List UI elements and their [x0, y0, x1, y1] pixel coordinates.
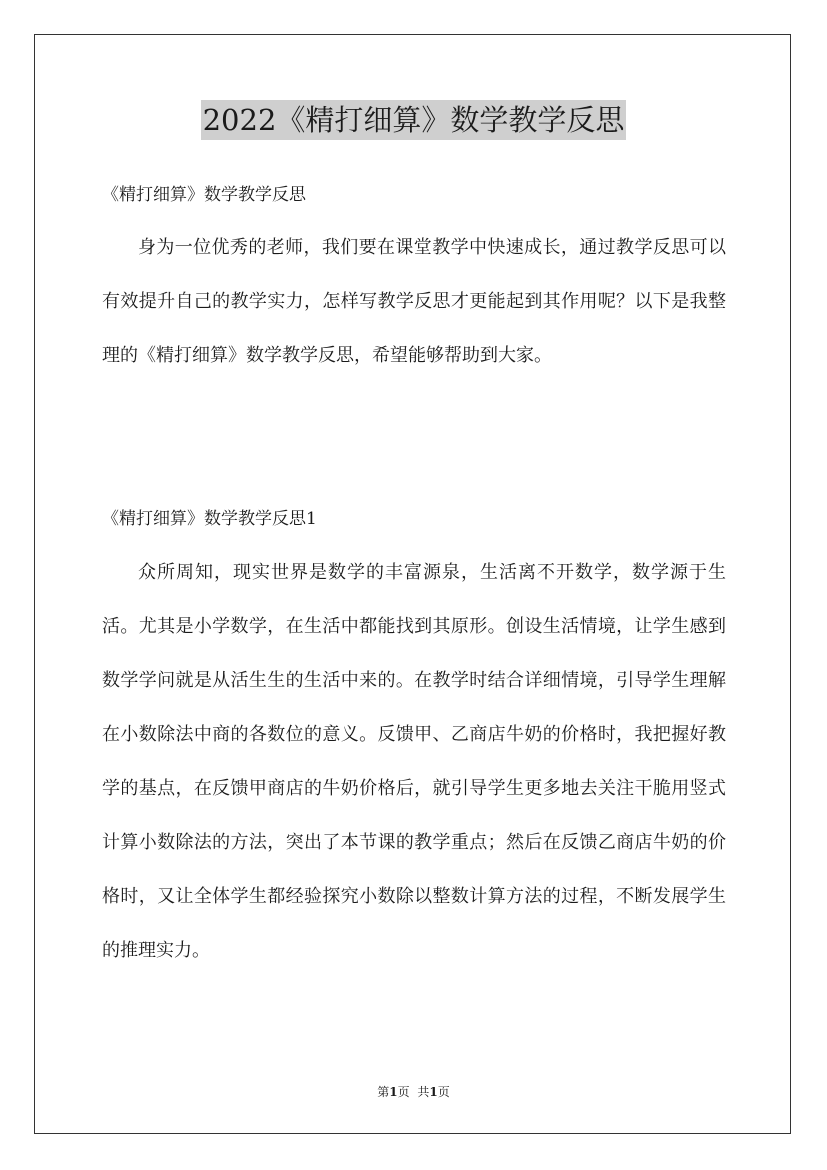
- title-container: [0, 100, 827, 140]
- footer-total-suffix: 页: [437, 1085, 450, 1099]
- footer-page-number: 1: [389, 1085, 398, 1099]
- document-title: 2022《精打细算》数学教学反思: [201, 100, 627, 140]
- footer-page-prefix: 第: [377, 1085, 390, 1099]
- section-1-paragraph: 众所周知，现实世界是数学的丰富源泉，生活离不开数学，数学源于生活。尤其是小学数学，在生活中都能找到其原形。创设生活情境，让学生感到数学学问就是从活生生的生活中来的。在教学时结合详细情境，引导学生理解在小数除法中商的各数位的意义。反馈甲、乙商店牛奶的价格时，我把握好教学的基点，在反馈甲商店的牛奶价格后，就引导学生更多地去关注干脆用竖式计算小数除法的方法，突出了本节课的教学重点；然后在反馈乙商店牛奶的价格时，又让全体学生都经验探究小数除以整数计算方法的过程，不断发展学生的推理实力。: [102, 562, 726, 961]
- section-1-heading: 《精打细算》数学教学反思1: [102, 509, 317, 529]
- footer-total-prefix: 共: [417, 1085, 430, 1099]
- page-footer: [0, 1084, 827, 1100]
- intro-heading: 《精打细算》数学教学反思: [102, 185, 306, 205]
- intro-paragraph: 身为一位优秀的老师，我们要在课堂教学中快速成长，通过教学反思可以有效提升自己的教学实力，怎样写教学反思才更能起到其作用呢？以下是我整理的《精打细算》数学教学反思，希望能够帮助到大家。: [102, 237, 726, 366]
- footer-page-suffix: 页: [397, 1085, 410, 1099]
- footer-total-number: 1: [429, 1085, 438, 1099]
